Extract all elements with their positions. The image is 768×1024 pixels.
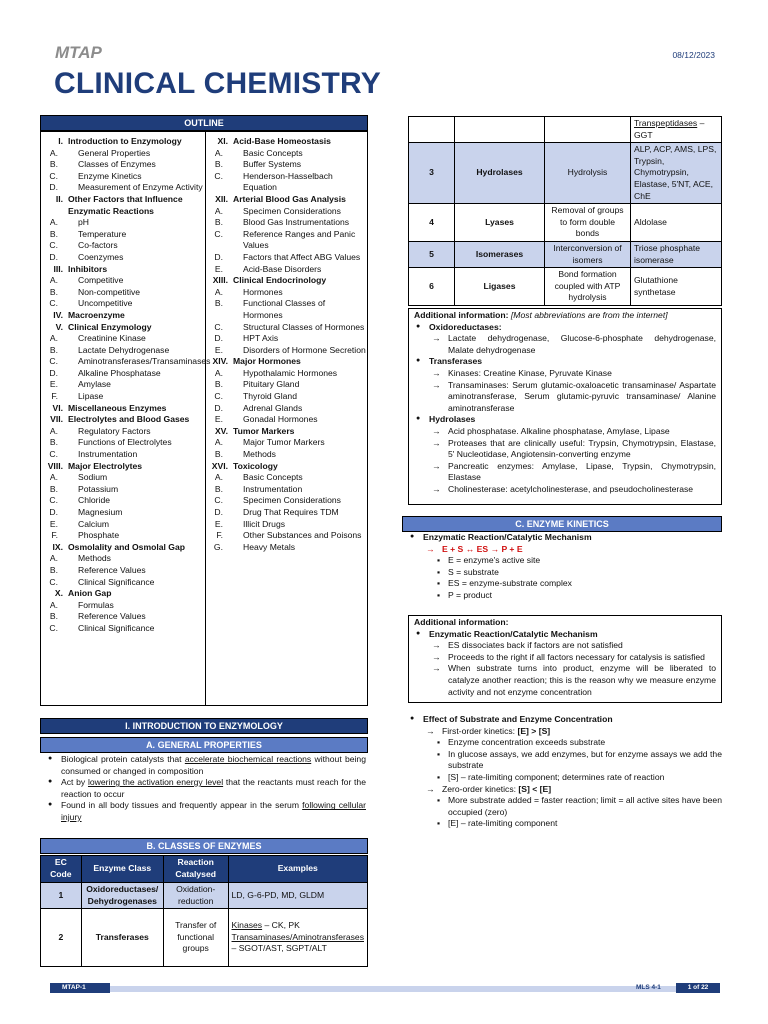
outline-subitem: A. Basic Concepts (214, 472, 303, 483)
outline-subitem: C. Structural Classes of Hormones (214, 321, 365, 332)
outline-subitem: A. Regulatory Factors (49, 425, 151, 436)
outline-subitem: C. Henderson-Hasselbach Equation (214, 170, 333, 193)
outline-item: IV. Macroenzyme (53, 309, 125, 320)
outline-subitem: D. Drug That Requires TDM (214, 507, 339, 517)
outline-item: XV. Tumor Markers (214, 425, 295, 436)
outline-subitem: B. Reference Values (49, 564, 146, 575)
outline-subitem: A. Sodium (49, 472, 108, 483)
outline-subitem: A. Competitive (49, 275, 124, 286)
outline-item: V. Clinical Enzymology (55, 321, 152, 332)
outline-item: VII. Electrolytes and Blood Gases (50, 414, 190, 425)
page-number: 1 of 22 (676, 983, 720, 993)
outline-subitem: D. Adrenal Glands (214, 402, 303, 413)
outline-subitem: D. HPT Axis (214, 333, 279, 344)
outline-subitem: D. Factors that Affect ABG Values (214, 251, 361, 262)
list-item: ● Act by lowering the activation energy level that the reactants must reach for the reaction to occur (48, 777, 366, 800)
additional-info-box: Additional information: [Most abbreviations are from the internet] ● Oxidoreductases: → Lactate dehydrogenase, Glucose-6-phosphate dehydrogenase, Malate dehydrogenase ● Transferases → Kinases: Creatine Kinase, Pyruvate Kinase → Transaminases: Serum glutamic-oxaloacetic transaminase/ Aspartate aminotransferase, Serum glutamic-pyruvic transaminase/ Alanine aminotransferase ● Hydrolases → Acid phosphatase. Alkaline phosphatase, Amylase, Lipase → Proteases that are clinically useful: Trypsin, Chymotrypsin, Elastase, 5' Nucleotidase, Angiotensin-converting enzyme → Pancreatic enzymes: Amylase, Lipase, Trypsin, Chymotrypsin, Elastase → Cholinesterase: acetylcholinesterase, and pseudocholinesterase (408, 308, 722, 505)
outline-subitem: A. Hormones (214, 286, 283, 297)
outline-subitem: D. Measurement of Enzyme Activity (49, 182, 203, 193)
outline-item: II. Other Factors that Influence Enzymatic Reactions (55, 193, 183, 216)
outline-subitem: C. Uncompetitive (49, 298, 133, 309)
outline-subitem: B. Pituitary Gland (214, 379, 300, 390)
substrate-effect-content: ● Effect of Substrate and Enzyme Concentration → First-order kinetics: [E] > [S] ▪ Enzyme concentration exceeds substrate ▪ In glucose assays, we add enzymes, but for enzyme assays we add the substrate ▪ [S] – rate-limiting component; determines rate of reaction → Zero-order kinetics: [S] < [E] ▪ More substrate added = faster reaction; limit = all active sites have been occupied (zero) ▪ [E] – rate-limiting component (408, 714, 722, 830)
outline-subitem: D. Alkaline Phosphatase (49, 367, 161, 378)
outline-subitem: A. Basic Concepts (214, 147, 303, 158)
section-classes-heading: B. CLASSES OF ENZYMES (40, 838, 368, 854)
outline-subitem: A. Hypothalamic Hormones (214, 367, 338, 378)
outline-subitem: B. Lactate Dehydrogenase (49, 344, 170, 355)
footer-label: MTAP-1 (50, 983, 110, 993)
outline-subitem: C. Chloride (49, 495, 111, 506)
table-row: 6 Ligases Bond formation coupled with ATP hydrolysis Glutathione synthetase (409, 268, 722, 306)
outline-item: XII. Arterial Blood Gas Analysis (215, 193, 346, 204)
outline-subitem: C. Clinical Significance (49, 576, 155, 587)
outline-subitem: A. Creatinine Kinase (49, 333, 146, 344)
table-row: 3 Hydrolases Hydrolysis ALP, ACP, AMS, LPS, Trypsin, Chymotrypsin, Elastase, 5'NT, ACE, ChE (409, 143, 722, 204)
outline-subitem: B. Methods (214, 449, 276, 460)
outline-item: III. Inhibitors (53, 263, 108, 274)
additional-info-box: Additional information: ● Enzymatic Reaction/Catalytic Mechanism → ES dissociates back if factors are not satisfied → Proceeds to the right if all factors necessary for catalysis is satisfied → When substrate turns into product, enzyme will be liberated to catalyze another reaction; this is the reason why we measure enzyme activity and not enzyme concentration (408, 615, 722, 703)
outline-subitem: E. Acid-Base Disorders (214, 263, 322, 274)
section-general-properties-heading: A. GENERAL PROPERTIES (40, 737, 368, 753)
outline-subitem: C. Reference Ranges and Panic Values (214, 228, 356, 251)
outline-subitem: C. Enzyme Kinetics (49, 170, 142, 181)
outline-subitem: A. Formulas (49, 599, 114, 610)
outline-subitem: C. Specimen Considerations (214, 495, 341, 506)
list-item: ● Biological protein catalysts that accelerate biochemical reactions without being consumed or changed in composition (48, 754, 366, 777)
outline-subitem: A. General Properties (49, 147, 151, 158)
outline-item: IX. Osmolality and Osmolal Gap (52, 541, 186, 552)
outline-subitem: C. Aminotransferases/Transaminases (49, 356, 211, 367)
outline-subitem: C. Clinical Significance (49, 622, 155, 633)
reaction-equation: → E + S ↔ ES → P + E (408, 544, 722, 556)
outline-subitem: C. Instrumentation (49, 449, 138, 460)
outline-subitem: G. Heavy Metals (213, 541, 296, 552)
outline-subitem: B. Functional Classes of Hormones (214, 298, 326, 320)
outline-item: XVI. Toxicology (211, 460, 278, 471)
outline-right-column (207, 136, 367, 553)
outline-subitem: F. Phosphate (51, 530, 120, 541)
header-subtitle: MTAP (55, 43, 102, 62)
outline-subitem: E. Gonadal Hormones (214, 414, 318, 425)
table-row: 4 Lyases Removal of groups to form double bonds Aldolase (409, 204, 722, 242)
enzyme-classes-table (40, 855, 368, 967)
outline-subitem: B. Classes of Enzymes (49, 159, 156, 170)
outline-subitem: F. Other Substances and Poisons (216, 530, 362, 541)
general-properties-list (48, 754, 366, 824)
outline-subitem: D. Coenzymes (49, 251, 124, 262)
footer-line (50, 986, 720, 992)
table-row: 5 Isomerases Interconversion of isomers Triose phosphate isomerase (409, 241, 722, 267)
outline-subitem: B. Non-competitive (49, 286, 141, 297)
outline-subitem: B. Buffer Systems (214, 159, 302, 170)
outline-subitem: B. Potassium (49, 483, 119, 494)
outline-subitem: B. Temperature (49, 228, 127, 239)
list-item: ● Found in all body tissues and frequently appear in the serum following cellular injury (48, 800, 366, 823)
outline-subitem: C. Co-factors (49, 240, 118, 251)
outline-item: I. Introduction to Enzymology (58, 136, 182, 146)
table-row: 1 Oxidoreductases/ Dehydrogenases Oxidation-reduction LD, G-6-PD, MD, GLDM (41, 883, 368, 909)
enzyme-kinetics-content: ● Enzymatic Reaction/Catalytic Mechanism → E + S ↔ ES → P + E ▪ E = enzyme's active site ▪ S = substrate ▪ ES = enzyme-substrate complex ▪ P = product (408, 532, 722, 602)
table-row: 2 Transferases Transfer of functional groups Kinases – CK, PK Transaminases/Aminotransferases – SGOT/AST, SGPT/ALT (41, 909, 368, 967)
outline-subitem: A. pH (49, 217, 89, 228)
outline-subitem: E. Disorders of Hormone Secretion (214, 344, 366, 355)
outline-subitem: B. Instrumentation (214, 483, 303, 494)
outline-item: XIV. Major Hormones (212, 356, 301, 367)
outline-divider (205, 131, 206, 706)
outline-subitem: B. Blood Gas Instrumentations (214, 217, 350, 228)
outline-subitem: B. Functions of Electrolytes (49, 437, 172, 448)
outline-subitem: A. Major Tumor Markers (214, 437, 325, 448)
outline-heading: OUTLINE (40, 115, 368, 131)
outline-item: XIII. Clinical Endocrinology (212, 275, 327, 286)
header-date: 08/12/2023 (672, 50, 715, 60)
outline-subitem: A. Specimen Considerations (214, 205, 341, 216)
enzyme-classes-table-continued (408, 116, 722, 306)
outline-subitem: E. Calcium (49, 518, 110, 529)
outline-subitem: D. Magnesium (49, 507, 123, 517)
outline-left-column (42, 136, 211, 635)
section-intro-heading: I. INTRODUCTION TO ENZYMOLOGY (40, 718, 368, 734)
page-title: CLINICAL CHEMISTRY (54, 67, 381, 100)
outline-subitem: C. Thyroid Gland (214, 391, 297, 402)
section-enzyme-kinetics-heading: C. ENZYME KINETICS (402, 516, 722, 532)
table-row: Transpeptidases – GGT (409, 117, 722, 143)
table-header-row: EC Code Enzyme Class Reaction Catalysed Examples (41, 856, 368, 883)
outline-subitem: E. Amylase (49, 379, 111, 390)
outline-subitem: F. Lipase (51, 391, 104, 402)
outline-item: VI. Miscellaneous Enzymes (52, 402, 167, 413)
outline-subitem: B. Reference Values (49, 611, 146, 622)
outline-item: X. Anion Gap (54, 588, 112, 599)
outline-subitem: A. Methods (49, 553, 111, 564)
outline-subitem: E. Illicit Drugs (214, 518, 286, 529)
footer-course: MLS 4-1 (636, 984, 661, 991)
outline-item: VIII. Major Electrolytes (47, 460, 143, 471)
outline-item: XI. Acid-Base Homeostasis (217, 136, 331, 146)
